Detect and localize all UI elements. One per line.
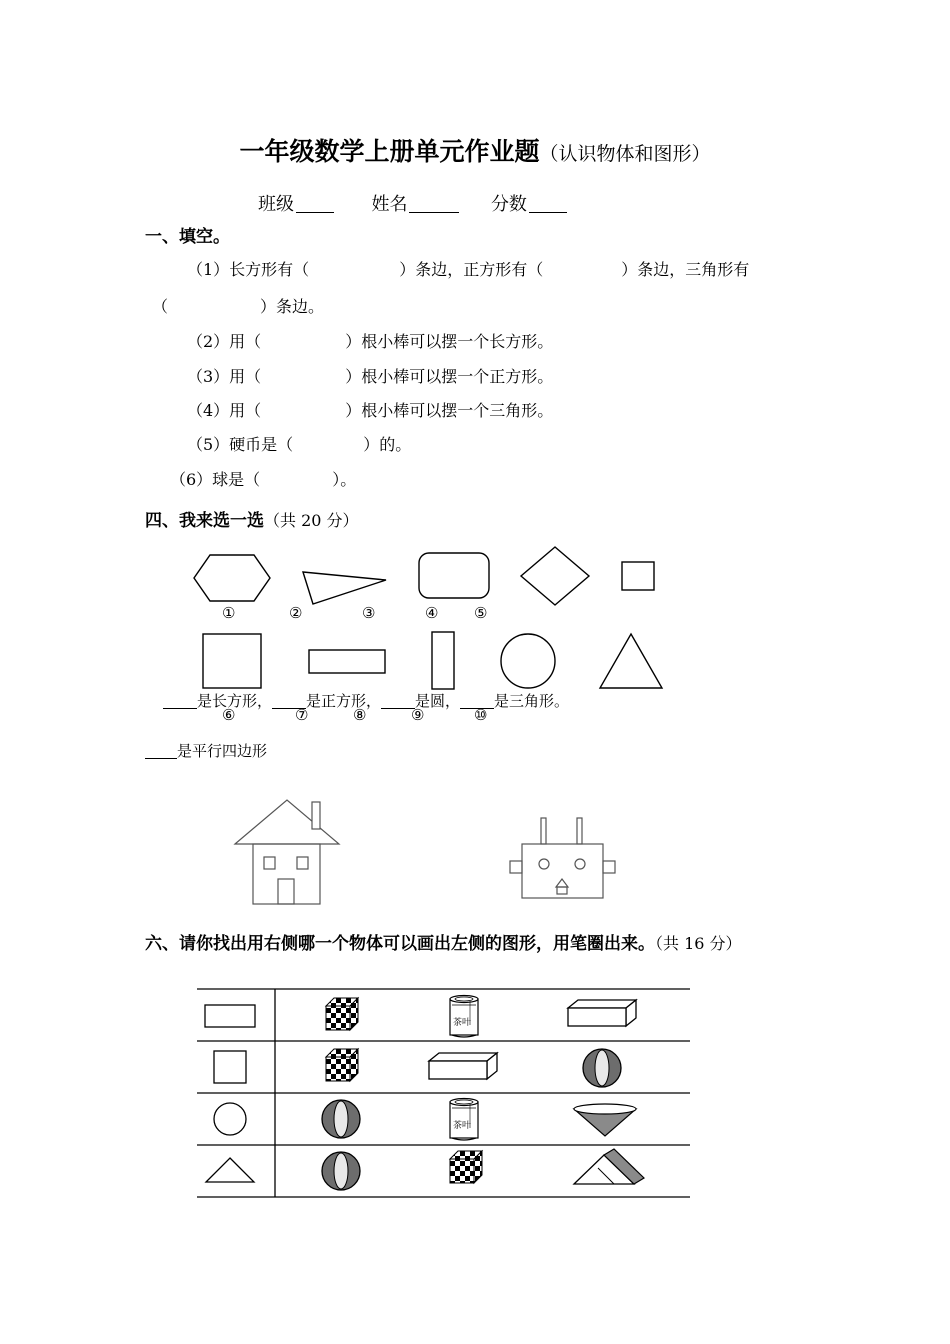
rounded-rectangle-shape	[419, 553, 489, 598]
label-4: ④	[425, 604, 439, 622]
ball-icon[interactable]	[583, 1049, 621, 1087]
label-3: ③	[362, 604, 376, 622]
rectangular-box-icon[interactable]	[568, 1000, 636, 1026]
title-subtitle: （认识物体和图形）	[539, 143, 711, 165]
triangle-shape	[600, 634, 662, 688]
q3-text-a: （3）用（	[187, 367, 262, 386]
section-1-heading: 一、填空。	[145, 227, 230, 247]
horizontal-rectangle-shape	[309, 650, 385, 673]
label-6: ⑥	[222, 706, 236, 724]
ball-icon[interactable]	[322, 1152, 360, 1190]
cone-icon[interactable]	[574, 1104, 636, 1136]
q1-text-c: ）条边，三角形有	[621, 260, 750, 279]
label-5: ⑤	[474, 604, 488, 622]
section-4-points: （共 20 分）	[264, 511, 359, 530]
q2-text-a: （2）用（	[187, 332, 262, 351]
triangle-shape-row	[206, 1158, 254, 1182]
tea-can-icon[interactable]	[450, 1099, 478, 1141]
house-figure	[235, 800, 339, 904]
label-10: ⑩	[474, 706, 488, 724]
rectangle-shape	[205, 1005, 255, 1027]
q2-text-b: ）根小棒可以摆一个长方形。	[345, 332, 554, 351]
score-label: 分数	[490, 194, 527, 215]
q4-text-b: ）根小棒可以摆一个三角形。	[345, 401, 554, 420]
label-1: ①	[222, 604, 236, 622]
parallelogram-answer-label: 是平行四边形	[177, 742, 268, 760]
small-square-shape	[622, 562, 654, 590]
title-main: 一年级数学上册单元作业题	[239, 137, 540, 166]
q5-text-a: （5）硬币是（	[187, 435, 294, 454]
hexagon-shape	[194, 555, 270, 601]
q6-text-a: （6）球是（	[170, 470, 261, 489]
triangle-shape-obtuse	[303, 572, 386, 604]
class-label: 班级	[258, 194, 294, 215]
q1-text-d: （	[152, 297, 169, 316]
robot-figure	[510, 818, 615, 898]
square-shape-row	[214, 1051, 246, 1083]
tea-can-label: 茶叶	[453, 1018, 472, 1028]
rubik-cube-icon[interactable]	[450, 1151, 482, 1183]
section-6-points: （共 16 分）	[655, 934, 742, 953]
triangle-answer-label: 是三角形。	[494, 692, 570, 710]
rubik-cube-icon[interactable]	[326, 1049, 358, 1081]
tea-can-label: 茶叶	[453, 1121, 472, 1131]
q1-text-a: （1）长方形有（	[187, 260, 310, 279]
q1-text-e: ）条边。	[260, 297, 325, 316]
label-2: ②	[289, 604, 303, 622]
rhombus-shape	[521, 547, 589, 605]
name-label: 姓名	[371, 194, 408, 215]
section-6-title: 六、请你找出用右侧哪一个物体可以画出左侧的图形，用笔圈出来。	[145, 934, 655, 954]
q4-text-a: （4）用（	[187, 401, 262, 420]
section-4-title: 四、我来选一选	[145, 511, 264, 531]
triangular-prism-icon[interactable]	[574, 1149, 644, 1184]
q3-text-b: ）根小棒可以摆一个正方形。	[345, 367, 554, 386]
label-7: ⑦	[295, 706, 309, 724]
rectangle-answer-label: 是长方形，	[197, 692, 273, 710]
tea-can-icon[interactable]	[450, 996, 478, 1038]
vertical-rectangle-shape	[432, 632, 454, 689]
label-9: ⑨	[411, 706, 425, 724]
q1-text-b: ）条边，正方形有（	[399, 260, 544, 279]
q5-text-b: ）的。	[363, 435, 412, 454]
circle-shape	[501, 634, 555, 688]
circle-shape-row	[214, 1103, 246, 1135]
label-8: ⑧	[353, 706, 367, 724]
square-shape	[203, 634, 261, 688]
rubik-cube-icon[interactable]	[326, 998, 358, 1030]
circle-answer-label: 是圆，	[415, 692, 461, 710]
ball-icon[interactable]	[322, 1100, 360, 1138]
rectangular-box-icon[interactable]	[429, 1053, 497, 1079]
square-answer-label: 是正方形，	[306, 692, 382, 710]
q6-text-b: ）。	[332, 470, 357, 489]
